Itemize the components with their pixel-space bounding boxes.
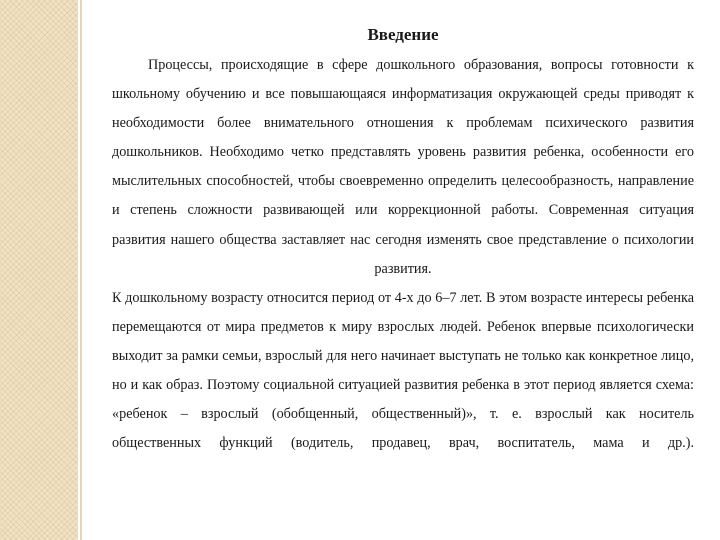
side-divider: [80, 0, 82, 540]
decorative-side-band: [0, 0, 78, 540]
age-period-paragraph: К дошкольному возрасту относится период от 4-х до 6–7 лет. В этом возрасте интересы ребенка перемещаются от мира предметов к миру взрослых людей. Ребенок впервые психологически выходит за рамки семьи, взрослый для него начинает выступать не только как конкретное лицо, но и как образ. Поэтому социальной ситуацией развития ребенка в этот период является схема: «ребенок – взрослый (обобщенный, общественный)», т. е. взрослый как носитель общественных функций (водитель, продавец, врач, воспитатель, мама и др.).: [112, 289, 694, 452]
page-title: Введение: [367, 25, 439, 44]
document-body: [112, 22, 694, 458]
intro-paragraph: Процессы, происходящие в сфере дошкольного образования, вопросы готовности к школьному обучению и все повышающаяся информатизация окружающей среды приводят к необходимости более внимательного отношения к проблемам психического развития дошкольников. Необходимо четко представлять уровень развития ребенка, особенности его мыслительных способностей, чтобы своевременно определить целесообразность, направление и степень сложности развивающей или коррекционной работы. Современная ситуация развития нашего общества заставляет нас сегодня изменять свое представление о психологии: [112, 57, 694, 248]
intro-paragraph-ending: развития.: [374, 260, 432, 277]
